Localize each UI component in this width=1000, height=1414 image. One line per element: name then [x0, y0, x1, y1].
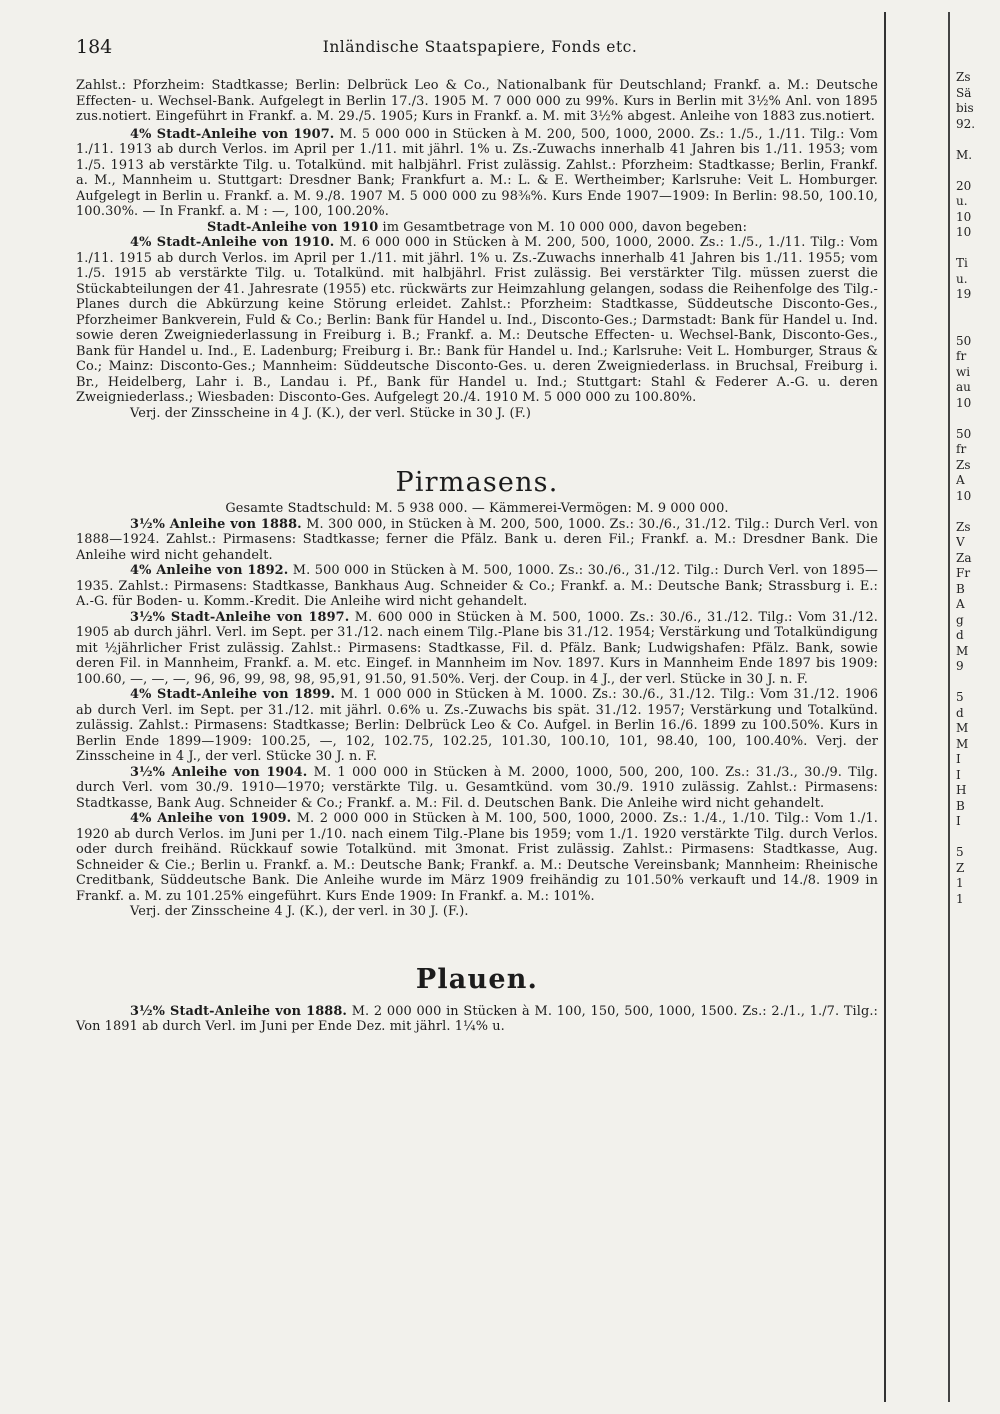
pforzheim-paying-agents: Zahlst.: Pforzheim: Stadtkasse; Berlin: Delbrück Leo & Co., Nationalbank für Deutschland; Frankf. a. M.: Deutsche Effecten- u. Wechsel-Bank. Aufgelegt in Berlin 17./3. 1905 M. 7 000 000 zu 99%. Kurs in Berlin mit 3½% Anl. von 1895 zus.notiert. Eingeführt in Frankf. a. M. 29./5. 1905; Kurs in Frankf. a. M. mit 3½% abgest. Anleihe von 1883 zus.notiert.	[76, 78, 878, 124]
section-title-pirmasens: Pirmasens.	[395, 467, 559, 498]
margin-fragment: M	[956, 721, 969, 735]
margin-fragment: bis	[956, 101, 974, 115]
loan-heading: 3½% Anleihe von 1888.	[130, 516, 302, 532]
margin-fragment: g	[956, 612, 964, 627]
margin-fragment: Zs	[956, 70, 971, 84]
margin-fragment: Sä	[956, 85, 972, 100]
margin-fragment: u.	[956, 271, 968, 286]
loan-body: im Gesamtbetrage von M. 10 000 000, davon begeben:	[378, 219, 748, 235]
margin-fragment: 5	[956, 690, 964, 704]
loan-entry	[76, 811, 878, 904]
loan-entry	[76, 687, 878, 765]
page-header	[76, 36, 884, 60]
loan-body: M. 1 000 000 in Stücken à M. 1000. Zs.: 30./6., 31./12. Tilg.: Vom 31./12. 1906 ab durch Verl. im Sept. per 31./12. mit jährl. 0.6% u. Zs.-Zuwachs bis spät. 31./12. 1957; Verstärkung und Totalkünd. zulässig. Zahlst.: Pirmasens: Stadtkasse; Berlin: Delbrück Leo & Co. Aufgel. in Berlin 16./6. 1899 zu 100.50%. Kurs in Berlin Ende 1899—1909: 100.25, —, 102, 102.75, 102.25, 101.30, 100.10, 101, 98.40, 100, 100.40%. Verj. der Zinsscheine in 4 J., der verl. Stücke 30 J. n. F.	[76, 687, 878, 764]
margin-fragment	[956, 318, 996, 334]
loan-entry	[76, 610, 878, 688]
loan-heading: 4% Anleihe von 1909.	[130, 811, 292, 826]
margin-fragment: A	[956, 473, 965, 487]
margin-fragment	[956, 675, 996, 691]
loan-heading: 3½% Stadt-Anleihe von 1897.	[130, 609, 350, 625]
running-title: Inländische Staatspapiere, Fonds etc.	[322, 38, 638, 56]
loan-entry	[76, 220, 878, 236]
margin-fragment: 10	[956, 225, 972, 239]
margin-fragment: I	[956, 814, 961, 828]
margin-fragment	[956, 411, 996, 427]
margin-fragment: Fr	[956, 566, 971, 580]
loan-heading: 4% Anleihe von 1892.	[130, 563, 289, 578]
loan-entry	[76, 517, 878, 564]
margin-fragment: M	[956, 643, 969, 658]
margin-fragment: Zs	[956, 457, 971, 472]
debt-summary: Gesamte Stadtschuld: M. 5 938 000. — Kämmerei-Vermögen: M. 9 000 000.	[225, 501, 729, 516]
margin-fragment: d	[956, 705, 964, 720]
margin-fragment: 1	[956, 891, 964, 906]
margin-fragment: I	[956, 752, 961, 766]
loan-body: M. 6 000 000 in Stücken à M. 200, 500, 1000, 2000. Zs.: 1./5., 1./11. Tilg.: Vom 1./11. 1915 ab durch Verlos. im April per 1./11. mit jährl. 1% u. Zs.-Zuwachs innerhalb 41 Jahren bis 1./11. 1955; vom 1./5. 1915 ab verstärkte Tilg. u. Totalkünd. mit halbjährl. Frist zulässig. Bei verstärkter Tilg. müssen zuerst die Stückabteilungen der 41. Jahresrate (1955) etc. rückwärts zur Heimzahlung gelangen, sodass die Reihenfolge des Tilg.-Planes durch die Abkürzung keine Störung erleidet. Zahlst.: Pforzheim: Stadtkasse, Süddeutsche Disconto-Ges., Pforzheimer Bankverein, Fuld & Co.; Berlin: Bank für Handel u. Ind., Disconto-Ges.; Darmstadt: Bank für Handel u. Ind. sowie deren Zweigniederlassung in Freiburg i. B.; Frankf. a. M.: Deutsche Effecten- u. Wechsel-Bank, Disconto-Ges., Bank für Handel u. Ind., E. Ladenburg; Freiburg i. Br.: Bank für Handel u. Ind.; Karlsruhe: Veit L. Homburger, Straus & Co.; Mainz: Disconto-Ges.; Mannheim: Süddeutsche Disconto-Ges. u. deren Zweigniederlass. in Bruchsal, Freiburg i. Br., Heidelberg, Lahr i. B., Landau i. Pf., Bank für Handel u. Ind.; Stuttgart: Stahl & Federer A.-G. u. deren Zweigniederlass.; Wiesbaden: Disconto-Ges. Aufgelegt 20./4. 1910 M. 5 000 000 zu 100.80%.	[76, 235, 878, 405]
margin-fragment	[956, 303, 996, 319]
margin-fragment	[956, 132, 996, 148]
loan-heading: 4% Stadt-Anleihe von 1899.	[130, 687, 336, 702]
loan-entry	[76, 563, 878, 610]
margin-fragment: 10	[956, 488, 972, 503]
margin-fragment: Ti	[956, 256, 968, 270]
loan-body: M. 2 000 000 in Stücken à M. 100, 150, 500, 1000, 1500. Zs.: 2./1., 1./7. Tilg.: Von 1891 ab durch Verl. im Juni per Ende Dez. mit jährl. 1¼% u.	[76, 1003, 878, 1034]
column-rule-secondary	[948, 12, 950, 1402]
loan-heading: 4% Stadt-Anleihe von 1910.	[130, 235, 335, 250]
margin-fragment	[956, 163, 996, 179]
margin-fragment	[956, 830, 996, 846]
margin-fragment: B	[956, 581, 965, 596]
section-title-plauen: Plauen.	[415, 963, 539, 995]
loan-body: M. 500 000 in Stücken à M. 500, 1000. Zs.: 30./6., 31./12. Tilg.: Durch Verl. von 1895—1935. Zahlst.: Pirmasens: Stadtkasse, Bankhaus Aug. Schneider & Co.; Frankf. a. M.: Deutsche Bank; Strassburg i. E.: A.-G. für Boden- u. Komm.-Kredit. Die Anleihe wird nicht gehandelt.	[76, 563, 879, 609]
margin-fragment: 19	[956, 287, 972, 301]
margin-fragment: au	[956, 380, 971, 394]
margin-fragment: 5	[956, 845, 964, 859]
margin-fragment: A	[956, 597, 965, 611]
loan-heading: 3½% Stadt-Anleihe von 1888.	[130, 1003, 348, 1019]
margin-fragment	[956, 241, 996, 257]
margin-fragment	[956, 504, 996, 520]
margin-fragment: wi	[956, 364, 971, 379]
loan-heading: Stadt-Anleihe von 1910	[206, 219, 379, 235]
margin-fragment: 10	[956, 209, 972, 224]
margin-fragment: M	[956, 736, 969, 751]
adjacent-column-fragments	[956, 70, 996, 907]
margin-fragment: 50	[956, 426, 972, 441]
margin-fragment: Zs	[956, 519, 971, 534]
margin-fragment: fr	[956, 349, 967, 363]
loan-body: M. 1 000 000 in Stücken à M. 2000, 1000, 500, 200, 100. Zs.: 31./3., 30./9. Tilg. durch Verl. vom 30./9. 1910—1970; verstärkte Tilg. u. Gesamtkünd. vom 30./9. 1910 zulässig. Zahlst.: Pirmasens: Stadtkasse, Bank Aug. Schneider & Co.; Frankf. a. M.: Fil. d. Deutschen Bank. Die Anleihe wird nicht gehandelt.	[76, 764, 879, 811]
margin-fragment: V	[956, 535, 965, 549]
margin-fragment: u.	[956, 194, 968, 208]
column-rule	[884, 12, 886, 1402]
statute-note: Verj. der Zinsscheine in 4 J. (K.), der verl. Stücke in 30 J. (F.)	[130, 405, 532, 421]
margin-fragment: 50	[956, 333, 972, 348]
loan-body: M. 300 000, in Stücken à M. 200, 500, 1000. Zs.: 30./6., 31./12. Tilg.: Durch Verl. von 1888—1924. Zahlst.: Pirmasens: Stadtkasse; ferner die Pfälz. Bank u. deren Fil.; Frankf. a. M.: Dresdner Bank. Die Anleihe wird nicht gehandelt.	[76, 516, 878, 563]
loan-entry	[76, 765, 878, 812]
margin-fragment: 20	[956, 178, 972, 193]
loan-body: M. 2 000 000 in Stücken à M. 100, 500, 1000, 2000. Zs.: 1./4., 1./10. Tilg.: Vom 1./1. 1920 ab durch Verlos. im Juni per 1./10. nach einem Tilg.-Plane bis 1959; vom 1./1. 1920 verstärkte Tilg. durch Verlos. oder durch freihänd. Rückkauf sowie Totalkünd. mit 3monat. Frist zulässig. Zahlst.: Pirmasens: Stadtkasse, Aug. Schneider & Cie.; Berlin u. Frankf. a. M.: Deutsche Bank; Frankf. a. M.: Deutsche Vereinsbank; Mannheim: Rheinische Creditbank, Süddeutsche Bank. Die Anleihe wurde im März 1909 freihändig zu 101.50% verkauft und 14./8. 1909 in Frankf. a. M. zu 101.25% eingeführt. Kurs Ende 1909: In Frankf. a. M.: 101%.	[76, 811, 878, 904]
margin-fragment: 9	[956, 659, 964, 673]
margin-fragment: H	[956, 783, 967, 797]
page-number: 184	[76, 36, 113, 58]
loan-body: M. 600 000 in Stücken à M. 500, 1000. Zs.: 30./6., 31./12. Tilg.: Vom 31./12. 1905 ab durch jährl. Verl. im Sept. per 31./12. nach einem Tilg.-Plane bis 31./12. 1954; Verstärkung und Totalkündigung mit ½jährlicher Frist zulässig. Zahlst.: Pirmasens: Stadtkasse, Fil. d. Pfälz. Bank; Ludwigshafen: Pfälz. Bank, sowie deren Fil. in Mannheim, Frankf. a. M. etc. Eingef. in Mannheim im Nov. 1897. Kurs in Mannheim Ende 1897 bis 1909: 100.60, —, —, —, 96, 96, 99, 98, 98, 95,91, 91.50, 91.50%. Verj. der Coup. in 4 J., der verl. Stücke in 30 J. n. F.	[76, 609, 879, 687]
margin-fragment: I	[956, 767, 961, 782]
statute-note: Verj. der Zinsscheine 4 J. (K.), der verl. in 30 J. (F.).	[130, 904, 469, 919]
loan-heading: 3½% Anleihe von 1904.	[130, 764, 308, 780]
loan-entry	[76, 127, 878, 220]
loan-entry	[76, 235, 878, 406]
loan-entry	[76, 1004, 878, 1035]
margin-fragment: 92.	[956, 116, 976, 131]
loan-heading: 4% Stadt-Anleihe von 1907.	[130, 126, 335, 142]
margin-fragment: d	[956, 628, 964, 642]
margin-fragment: Z	[956, 860, 965, 875]
main-column	[76, 78, 878, 1035]
margin-fragment: 1	[956, 876, 964, 890]
margin-fragment: 10	[956, 395, 972, 410]
loan-body: M. 5 000 000 in Stücken à M. 200, 500, 1000, 2000. Zs.: 1./5., 1./11. Tilg.: Vom 1./11. 1913 ab durch Verlos. im April per 1./11. mit jährl. 1% u. Zs.-Zuwachs innerhalb 41 Jahren bis 1./11. 1953; vom 1./5. 1913 ab verstärkte Tilg. u. Totalkünd. mit halbjährl. Frist zulässig. Zahlst.: Pforzheim: Stadtkasse; Berlin, Frankf. a. M., Mannheim u. Stuttgart: Dresdner Bank; Frankfurt a. M.: L. & E. Wertheimber; Karlsruhe: Veit L. Homburger. Aufgelegt in Berlin u. Frankf. a. M. 9./8. 1907 M. 5 000 000 zu 98⅜%. Kurs Ende 1907—1909: In Berlin: 98.50, 100.10, 100.30%. — In Frankf. a. M : —, 100, 100.20%.	[76, 126, 878, 219]
margin-fragment: M.	[956, 147, 973, 162]
margin-fragment: fr	[956, 442, 967, 456]
margin-fragment: Za	[956, 550, 972, 565]
margin-fragment: B	[956, 798, 965, 813]
